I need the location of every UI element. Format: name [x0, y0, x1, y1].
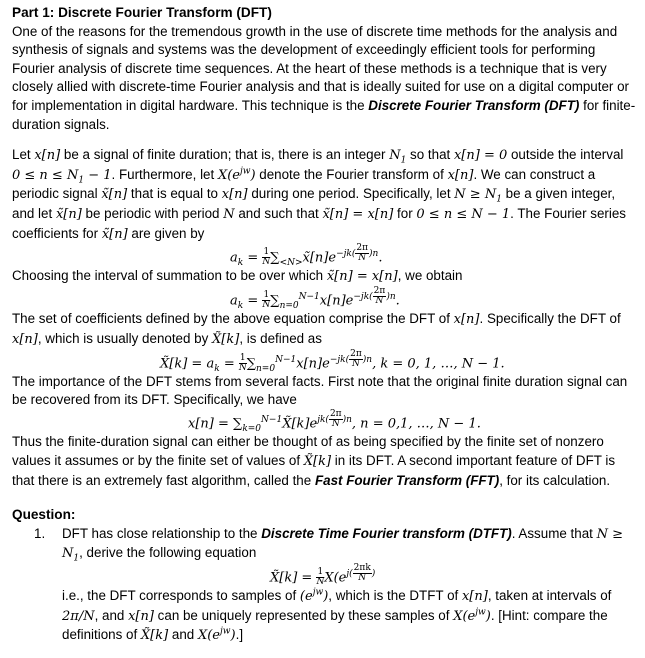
equation-dft: X̃[k] = $a_k$ = $\frac{1}{N}$ $\sum_{n=0}^{N-1}x[n]e^{-jk( \frac{2\pi}{N} )n}$, k = 0, 1, …, N − 1. [160, 348, 505, 374]
math-Xejw: $X(e^{jw})$ [217, 166, 256, 183]
intro-text: One of the reasons for the tremendous growth in the use of discrete time methods for the analysis and synthesis of signals and systems was the development of exceedingly efficient tools for performing Fourier analysis of discrete time sequences. At the heart of these methods is a technique that is very closely allied with discrete-time Fourier analysis and that is ideally suited for use on a digital computer or for implementation in digital hardware. This technique is the [12, 23, 630, 113]
intro-tail: for finite-duration signals. [12, 97, 636, 132]
math-xn: x[n] [34, 148, 61, 164]
question-explanation: i.e., the DFT corresponds to samples of $(e^{jw})$, which is the DTFT of x[n], taken at intervals of 2π/N, and x[n] can be uniquely represented by these samples of $X(e^{jw})$. [Hint: compare the definitions of X̃[k] and $X(e^{jw})$.] [62, 587, 612, 644]
dtft-term: Discrete Time Fourier transform (DTFT) [261, 525, 512, 541]
dft-term: Discrete Fourier Transform (DFT) [368, 97, 580, 113]
summation-paragraph: Choosing the interval of summation to be over which x̃[n] = x[n], we obtain [12, 268, 463, 285]
fft-paragraph: Thus the finite-duration signal can either be thought of as being specified by the finite set of nonzero values it assumes or by the finite set of values of X̃[k] in its DFT. A second important feature of DFT is that there is an extremely fast algorithm, called the Fast Fourier Transform (FFT), for its calculation. [12, 434, 616, 488]
equation-coefficients: $a_k$ = $\frac{1}{N}$ $\sum_{n=0}^{N-1}x[n]e^{-jk( \frac{2\pi}{N} )n}$. [230, 286, 400, 311]
math-interval: $0 \le n \le N_1 - 1$ [12, 167, 112, 186]
fft-term: Fast Fourier Transform (FFT) [314, 472, 500, 488]
math-N1: $N_1$ [389, 148, 407, 166]
importance-paragraph: The importance of the DFT stems from several facts. First note that the original finite duration signal can be recovered from its DFT. Specifically, we have [12, 373, 628, 408]
section-title: Part 1: Discrete Fourier Transform (DFT) [12, 5, 272, 20]
dft-paragraph: The set of coefficients defined by the above equation comprise the DFT of x[n]. Specifically the DFT of x[n], which is usually denoted by X̃[k], is defined as [12, 311, 621, 347]
equation-fourier-series: $a_k$ = $\frac{1}{N}$ $\sum_{<N>}x̃[n]e^{-jk( \frac{2\pi}{N} )n}$. [230, 243, 383, 269]
math-xtilde: x̃[n] [101, 187, 128, 203]
equation-inverse-dft: $x[n] = \sum_{k=0}^{N-1}X̃[k]e^{jk( \frac{2\pi}{N} )n}$, n = 0,1, …, N − 1. [188, 409, 481, 434]
question-text: DFT has close relationship to the Discrete Time Fourier transform (DTFT). Assume that $N \ge N_1$, derive the following equation [62, 525, 623, 564]
intro-paragraph [12, 23, 638, 135]
math-NgeN1: $N \ge N_1$ [454, 187, 502, 205]
question-number: 1. [34, 525, 46, 541]
question-item [12, 525, 638, 646]
question-heading: Question: [12, 507, 76, 523]
equation-question: X̃[k] = $\frac{1}{N}$ $X(e^{j( \frac{2\pi k}{N} )}$ [270, 562, 376, 588]
definition-paragraph: Let x[n] be a signal of finite duration; that is, there is an integer $N_1$ so that x[n] = 0 outside the interval $0 \le n \le N_1 - 1$. Furthermore, let $X(e^{jw})$ denote the Fourier transform of x[n]. We can construct a periodic signal x̃[n] that is equal to x[n] during one period. Specifically, let $N \ge N_1$ be a given integer, and let x̃[n] be periodic with period N and such that x̃[n] = x[n] for 0 ≤ n ≤ N − 1. The Fourier series coefficients for x̃[n] are given by [12, 147, 627, 242]
math-xn-zero: x[n] = 0 [453, 148, 508, 164]
document-page [12, 4, 638, 646]
